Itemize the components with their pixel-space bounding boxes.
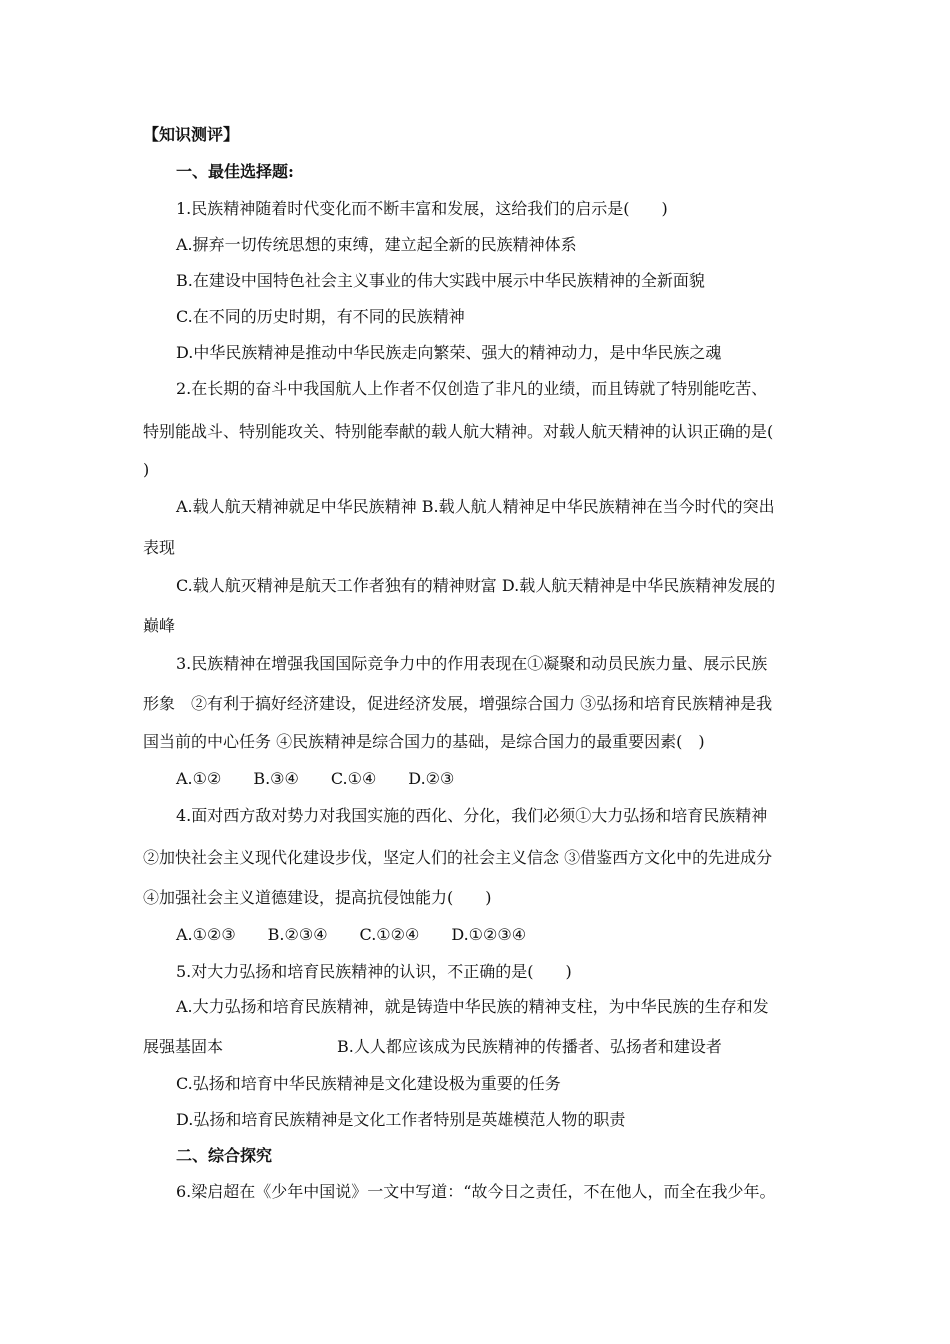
question-4-stem-line-1: 4.面对西方敌对势力对我国实施的西化、分化，我们必须①大力弘扬和培育民族精神 [176,806,768,825]
question-5-stem: 5.对大力弘扬和培育民族精神的认识，不正确的是( ) [176,962,572,981]
question-3-options: A.①② B.③④ C.①④ D.②③ [176,769,455,788]
question-2-options-cd: C.载人航灭精神是航天工作者独有的精神财富 D.载人航天精神是中华民族精神发展的 [176,576,776,595]
question-2-stem-line-3: ) [143,460,150,479]
question-5-option-a: A.大力弘扬和培育民族精神，就是铸造中华民族的精神支柱，为中华民族的生存和发 [176,997,769,1016]
question-3-stem-line-3: 国当前的中心任务 ④民族精神是综合国力的基础，是综合国力的最重要因素( ) [143,732,705,751]
question-2-stem-line-1: 2.在长期的奋斗中我国航人上作者不仅创造了非凡的业绩，而且铸就了特别能吃苦、 [176,379,768,398]
question-2-options-ab: A.载人航天精神就足中华民族精神 B.载人航人精神足中华民族精神在当今时代的突出 [176,497,775,516]
question-4-stem-line-3: ④加强社会主义道德建设，提高抗侵蚀能力( ) [143,888,492,907]
question-1-stem: 1.民族精神随着时代变化而不断丰富和发展，这给我们的启示是( ) [176,199,668,218]
question-6-stem: 6.梁启超在《少年中国说》一文中写道：“故今日之责任，不在他人，而全在我少年。 [176,1182,776,1201]
question-4-options: A.①②③ B.②③④ C.①②④ D.①②③④ [176,925,527,944]
section-header: 【知识测评】 [143,125,240,144]
question-1-option-c: C.在不同的历史时期，有不同的民族精神 [176,307,465,326]
question-5-option-b: B.人人都应该成为民族精神的传播者、弘扬者和建设者 [337,1037,722,1056]
question-2-options-ab-cont: 表现 [143,538,176,557]
question-2-stem-line-2: 特别能战斗、特别能攻关、特别能奉献的载人航大精神。对载人航天精神的认识正确的是( [143,422,774,441]
section-title-1: 一、最佳选择题: [176,162,294,181]
section-title-2: 二、综合探究 [176,1146,273,1165]
question-4-stem-line-2: ②加快社会主义现代化建设步伐，坚定人们的社会主义信念 ③借鉴西方文化中的先进成分 [143,848,773,867]
question-1-option-d: D.中华民族精神是推动中华民族走向繁荣、强大的精神动力，是中华民族之魂 [176,343,722,362]
question-2-options-cd-cont: 巅峰 [143,616,176,635]
question-5-option-a-cont: 展强基固本 [143,1037,224,1056]
question-3-stem-line-2: 形象 ②有利于搞好经济建设，促进经济发展，增强综合国力 ③弘扬和培育民族精神是我 [143,694,773,713]
question-1-option-a: A.摒弃一切传统思想的束缚，建立起全新的民族精神体系 [176,235,577,254]
question-5-option-c: C.弘扬和培育中华民族精神是文化建设极为重要的任务 [176,1074,561,1093]
question-5-option-d: D.弘扬和培育民族精神是文化工作者特别是英雄模范人物的职责 [176,1110,626,1129]
question-3-stem-line-1: 3.民族精神在增强我国国际竞争力中的作用表现在①凝聚和动员民族力量、展示民族 [176,654,768,673]
question-1-option-b: B.在建设中国特色社会主义事业的伟大实践中展示中华民族精神的全新面貌 [176,271,705,290]
